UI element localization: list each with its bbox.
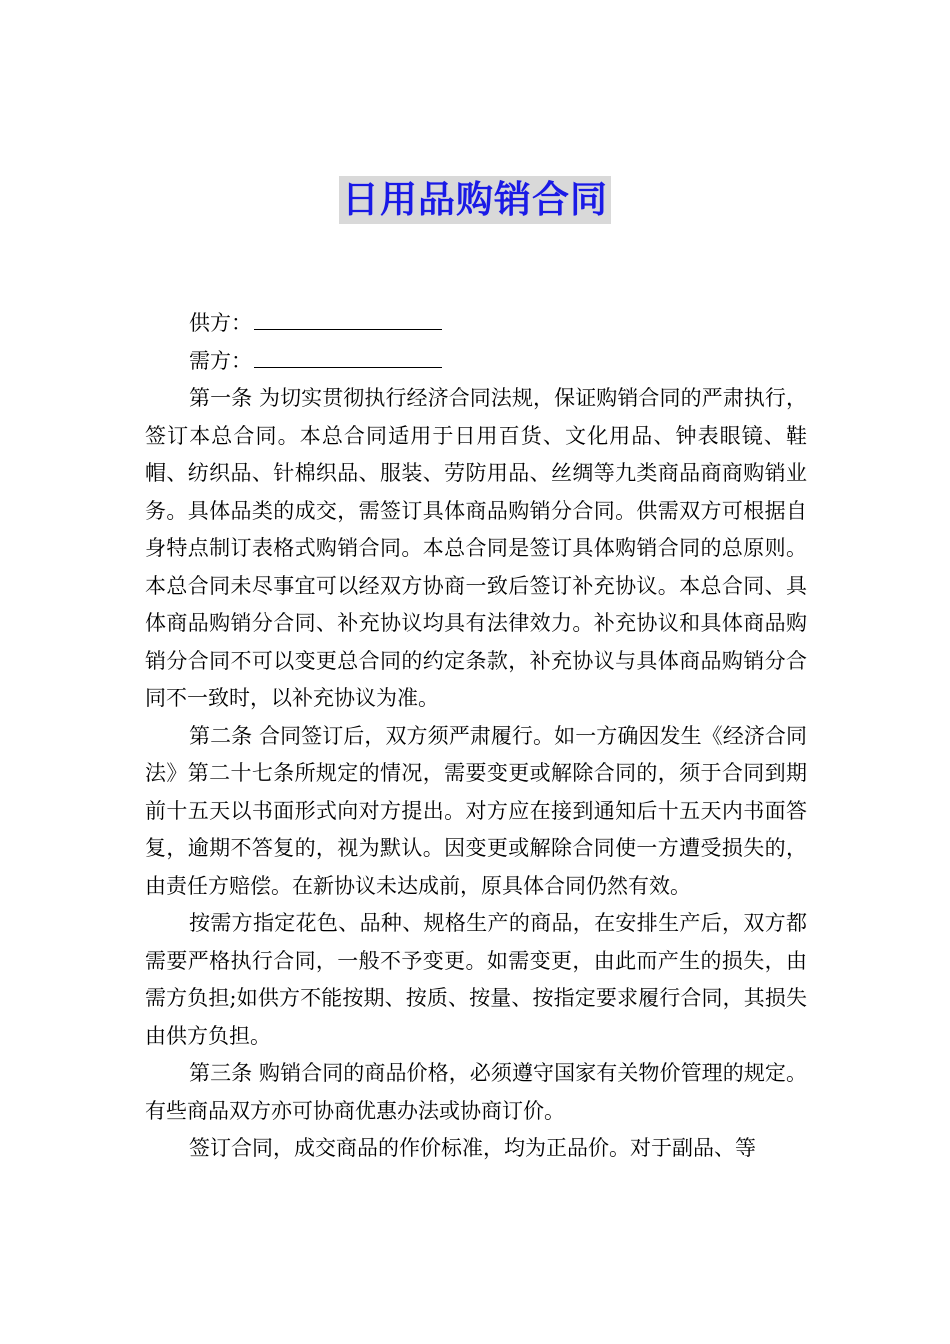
article-1-paragraph: 第一条 为切实贯彻执行经济合同法规，保证购销合同的严肃执行，签订本总合同。本总合同适用于日用百货、文化用品、钟表眼镜、鞋帽、纺织品、针棉织品、服装、劳防用品、丝绸等九类商品商商购销业务。具体品类的成交，需签订具体商品购销分合同。供需双方可根据自身特点制订表格式购销合同。本总合同是签订具体购销合同的总原则。本总合同未尽事宜可以经双方协商一致后签订补充协议。本总合同、具体商品购销分合同、补充协议均具有法律效力。补充协议和具体商品购销分合同不可以变更总合同的约定条款，补充协议与具体商品购销分合同不一致时，以补充协议为准。: [145, 386, 807, 710]
supplier-field: [145, 305, 807, 343]
buyer-field: [145, 343, 807, 381]
supplier-label: 供方：: [189, 311, 252, 335]
article-2-sub-paragraph: 按需方指定花色、品种、规格生产的商品，在安排生产后，双方都需要严格执行合同，一般不予变更。如需变更，由此而产生的损失，由需方负担;如供方不能按期、按质、按量、按指定要求履行合同，其损失由供方负担。: [145, 911, 807, 1048]
buyer-label: 需方：: [189, 348, 252, 373]
document-title: 日用品购销合同: [339, 176, 611, 224]
buyer-blank-line: [254, 347, 442, 368]
article-3-sub-paragraph: 签订合同，成交商品的作价标准，均为正品价。对于副品、等: [189, 1136, 756, 1160]
supplier-blank-line: [254, 309, 442, 330]
title-container: [0, 176, 950, 224]
article-3-paragraph: 第三条 购销合同的商品价格，必须遵守国家有关物价管理的规定。有些商品双方亦可协商优惠办法或协商订价。: [145, 1061, 807, 1123]
document-body: [145, 305, 807, 1168]
article-2-paragraph: 第二条 合同签订后，双方须严肃履行。如一方确因发生《经济合同法》第二十七条所规定的情况，需要变更或解除合同的，须于合同到期前十五天以书面形式向对方提出。对方应在接到通知后十五天内书面答复，逾期不答复的，视为默认。因变更或解除合同使一方遭受损失的，由责任方赔偿。在新协议未达成前，原具体合同仍然有效。: [145, 723, 807, 898]
